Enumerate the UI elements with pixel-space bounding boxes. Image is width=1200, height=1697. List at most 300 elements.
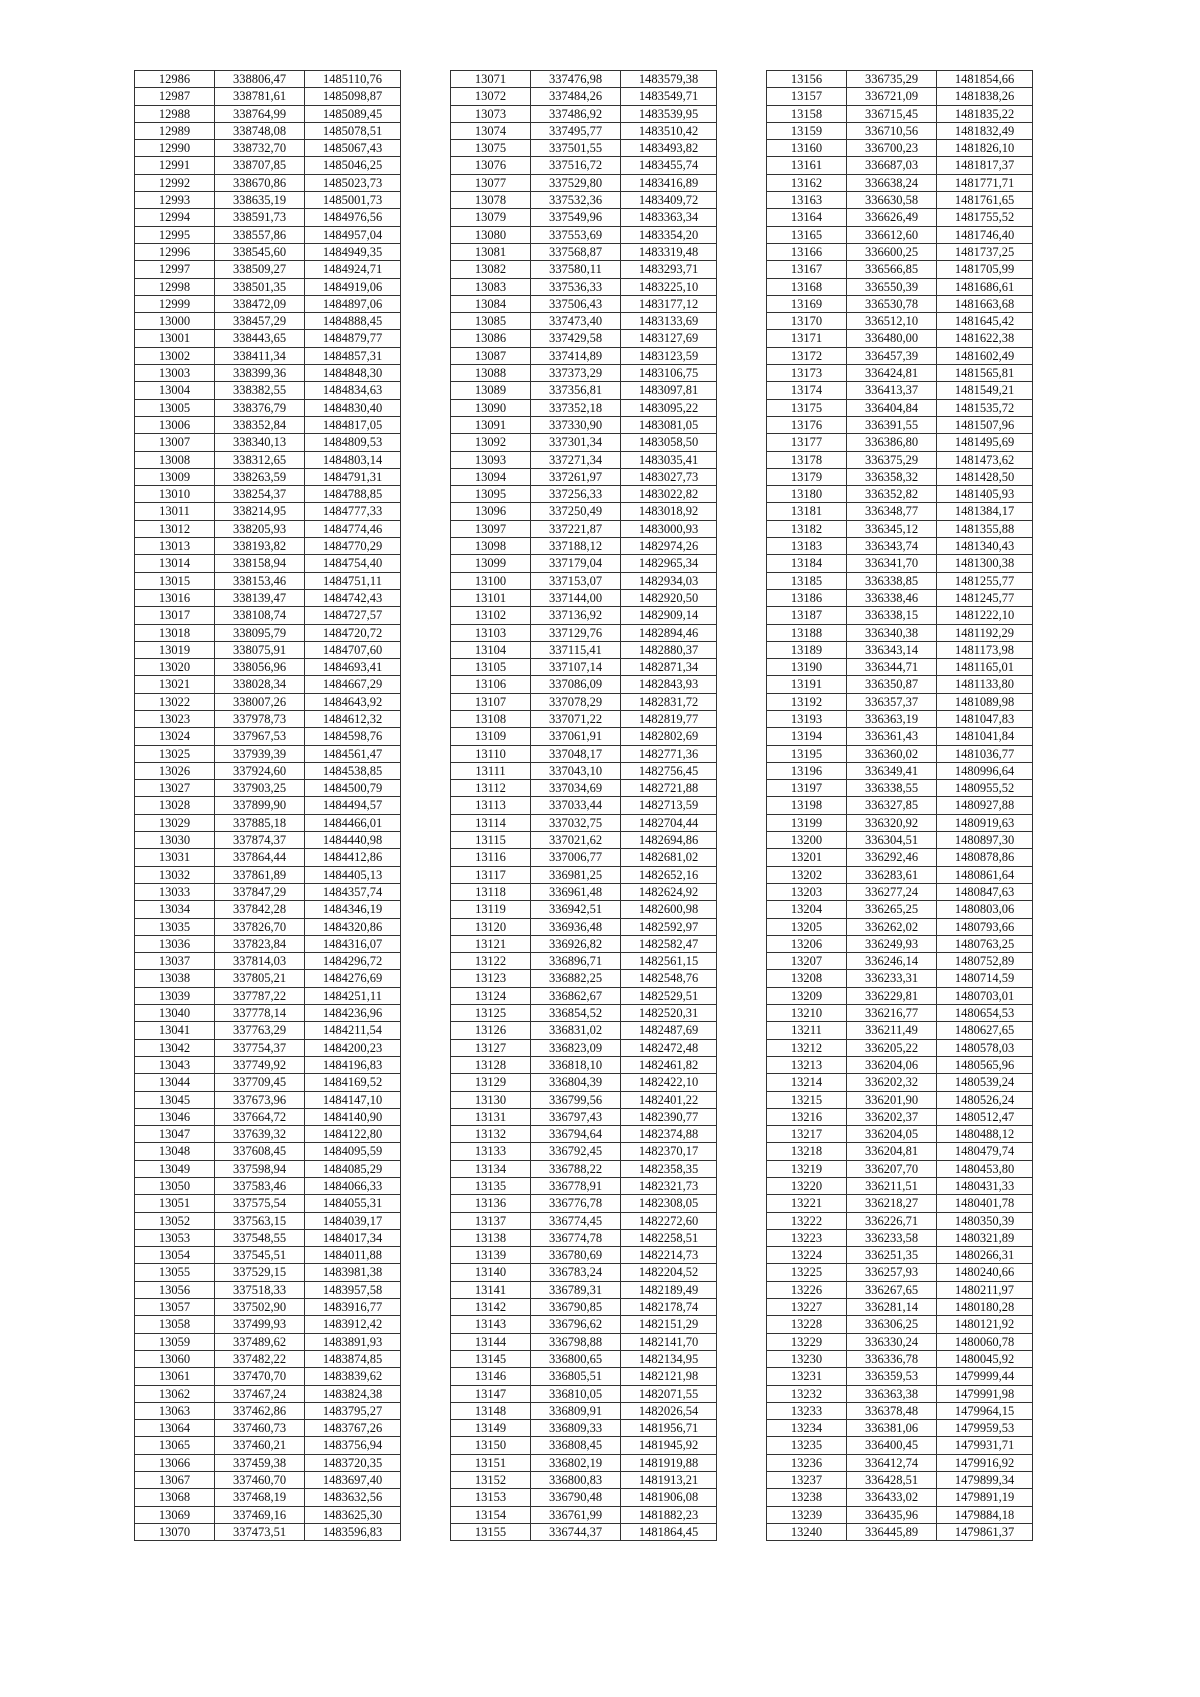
table-row bbox=[135, 1074, 401, 1091]
x-coordinate-cell: 336306,25 bbox=[847, 1316, 937, 1333]
y-coordinate-cell: 1484830,40 bbox=[305, 399, 401, 416]
table-row bbox=[767, 953, 1033, 970]
point-number-cell: 12996 bbox=[135, 243, 215, 260]
table-row bbox=[767, 1523, 1033, 1540]
table-row bbox=[451, 295, 717, 312]
point-number-cell: 13130 bbox=[451, 1091, 531, 1108]
point-number-cell: 13059 bbox=[135, 1333, 215, 1350]
point-number-cell: 13018 bbox=[135, 624, 215, 641]
table-row bbox=[135, 1091, 401, 1108]
x-coordinate-cell: 337778,14 bbox=[215, 1005, 305, 1022]
point-number-cell: 13062 bbox=[135, 1385, 215, 1402]
table-row bbox=[135, 1056, 401, 1073]
table-row bbox=[767, 1472, 1033, 1489]
point-number-cell: 13217 bbox=[767, 1126, 847, 1143]
table-row bbox=[135, 970, 401, 987]
y-coordinate-cell: 1483957,58 bbox=[305, 1281, 401, 1298]
x-coordinate-cell: 336776,78 bbox=[531, 1195, 621, 1212]
table-row bbox=[451, 1039, 717, 1056]
table-row bbox=[135, 140, 401, 157]
x-coordinate-cell: 338732,70 bbox=[215, 140, 305, 157]
table-row bbox=[767, 901, 1033, 918]
table-row bbox=[767, 676, 1033, 693]
x-coordinate-cell: 337086,09 bbox=[531, 676, 621, 693]
x-coordinate-cell: 336798,88 bbox=[531, 1333, 621, 1350]
y-coordinate-cell: 1481495,69 bbox=[937, 434, 1033, 451]
point-number-cell: 13152 bbox=[451, 1472, 531, 1489]
y-coordinate-cell: 1484777,33 bbox=[305, 503, 401, 520]
y-coordinate-cell: 1482843,93 bbox=[621, 676, 717, 693]
point-number-cell: 13118 bbox=[451, 883, 531, 900]
table-row bbox=[135, 883, 401, 900]
y-coordinate-cell: 1484924,71 bbox=[305, 261, 401, 278]
point-number-cell: 13211 bbox=[767, 1022, 847, 1039]
point-number-cell: 13147 bbox=[451, 1385, 531, 1402]
y-coordinate-cell: 1483795,27 bbox=[305, 1402, 401, 1419]
point-number-cell: 13155 bbox=[451, 1523, 531, 1540]
table-row bbox=[767, 728, 1033, 745]
table-row bbox=[451, 762, 717, 779]
table-row bbox=[451, 1420, 717, 1437]
y-coordinate-cell: 1482178,74 bbox=[621, 1299, 717, 1316]
table-row bbox=[135, 659, 401, 676]
table-row bbox=[135, 1316, 401, 1333]
point-number-cell: 13007 bbox=[135, 434, 215, 451]
table-row bbox=[451, 174, 717, 191]
table-row bbox=[135, 503, 401, 520]
point-number-cell: 13060 bbox=[135, 1350, 215, 1367]
point-number-cell: 13222 bbox=[767, 1212, 847, 1229]
point-number-cell: 13198 bbox=[767, 797, 847, 814]
table-row bbox=[451, 728, 717, 745]
point-number-cell: 13041 bbox=[135, 1022, 215, 1039]
point-number-cell: 13239 bbox=[767, 1506, 847, 1523]
table-row bbox=[767, 572, 1033, 589]
x-coordinate-cell: 337256,33 bbox=[531, 486, 621, 503]
table-row bbox=[135, 1143, 401, 1160]
y-coordinate-cell: 1481761,65 bbox=[937, 192, 1033, 209]
point-number-cell: 12997 bbox=[135, 261, 215, 278]
y-coordinate-cell: 1481838,26 bbox=[937, 88, 1033, 105]
y-coordinate-cell: 1479916,92 bbox=[937, 1454, 1033, 1471]
table-row bbox=[135, 693, 401, 710]
coordinate-table-1 bbox=[134, 70, 401, 1541]
point-number-cell: 13180 bbox=[767, 486, 847, 503]
y-coordinate-cell: 1484494,57 bbox=[305, 797, 401, 814]
table-row bbox=[135, 1212, 401, 1229]
x-coordinate-cell: 336216,77 bbox=[847, 1005, 937, 1022]
point-number-cell: 13223 bbox=[767, 1229, 847, 1246]
point-number-cell: 13151 bbox=[451, 1454, 531, 1471]
x-coordinate-cell: 337153,07 bbox=[531, 572, 621, 589]
y-coordinate-cell: 1482974,26 bbox=[621, 538, 717, 555]
x-coordinate-cell: 337899,90 bbox=[215, 797, 305, 814]
point-number-cell: 13231 bbox=[767, 1368, 847, 1385]
x-coordinate-cell: 336233,58 bbox=[847, 1229, 937, 1246]
table-row bbox=[451, 1108, 717, 1125]
y-coordinate-cell: 1483225,10 bbox=[621, 278, 717, 295]
table-row bbox=[135, 953, 401, 970]
point-number-cell: 13199 bbox=[767, 814, 847, 831]
y-coordinate-cell: 1484809,53 bbox=[305, 434, 401, 451]
table-row bbox=[135, 330, 401, 347]
point-number-cell: 13063 bbox=[135, 1402, 215, 1419]
y-coordinate-cell: 1484122,80 bbox=[305, 1126, 401, 1143]
x-coordinate-cell: 336445,89 bbox=[847, 1523, 937, 1540]
y-coordinate-cell: 1481622,38 bbox=[937, 330, 1033, 347]
table-row bbox=[767, 918, 1033, 935]
x-coordinate-cell: 336774,45 bbox=[531, 1212, 621, 1229]
table-row bbox=[451, 1454, 717, 1471]
point-number-cell: 13224 bbox=[767, 1247, 847, 1264]
table-row bbox=[451, 382, 717, 399]
y-coordinate-cell: 1481165,01 bbox=[937, 659, 1033, 676]
table-row bbox=[135, 1005, 401, 1022]
x-coordinate-cell: 337709,45 bbox=[215, 1074, 305, 1091]
x-coordinate-cell: 336735,29 bbox=[847, 71, 937, 88]
table-row bbox=[767, 1316, 1033, 1333]
table-row bbox=[135, 607, 401, 624]
point-number-cell: 13082 bbox=[451, 261, 531, 278]
point-number-cell: 13201 bbox=[767, 849, 847, 866]
point-number-cell: 13189 bbox=[767, 641, 847, 658]
x-coordinate-cell: 336359,53 bbox=[847, 1368, 937, 1385]
table-row bbox=[135, 1489, 401, 1506]
x-coordinate-cell: 337221,87 bbox=[531, 520, 621, 537]
y-coordinate-cell: 1479931,71 bbox=[937, 1437, 1033, 1454]
point-number-cell: 13138 bbox=[451, 1229, 531, 1246]
x-coordinate-cell: 336404,84 bbox=[847, 399, 937, 416]
point-number-cell: 13215 bbox=[767, 1091, 847, 1108]
table-row bbox=[767, 710, 1033, 727]
table-row bbox=[767, 105, 1033, 122]
point-number-cell: 13220 bbox=[767, 1178, 847, 1195]
x-coordinate-cell: 336926,82 bbox=[531, 935, 621, 952]
x-coordinate-cell: 338056,96 bbox=[215, 659, 305, 676]
table-row bbox=[135, 295, 401, 312]
y-coordinate-cell: 1482582,47 bbox=[621, 935, 717, 952]
table-row bbox=[135, 226, 401, 243]
table-row bbox=[767, 1402, 1033, 1419]
table-row bbox=[451, 209, 717, 226]
x-coordinate-cell: 336201,90 bbox=[847, 1091, 937, 1108]
point-number-cell: 13087 bbox=[451, 347, 531, 364]
x-coordinate-cell: 338007,26 bbox=[215, 693, 305, 710]
x-coordinate-cell: 337874,37 bbox=[215, 832, 305, 849]
point-number-cell: 13181 bbox=[767, 503, 847, 520]
table-row bbox=[767, 866, 1033, 883]
x-coordinate-cell: 338214,95 bbox=[215, 503, 305, 520]
point-number-cell: 13226 bbox=[767, 1281, 847, 1298]
table-row bbox=[451, 1506, 717, 1523]
point-number-cell: 12998 bbox=[135, 278, 215, 295]
y-coordinate-cell: 1481300,38 bbox=[937, 555, 1033, 572]
point-number-cell: 13139 bbox=[451, 1247, 531, 1264]
y-coordinate-cell: 1482681,02 bbox=[621, 849, 717, 866]
table-row bbox=[767, 1108, 1033, 1125]
x-coordinate-cell: 337553,69 bbox=[531, 226, 621, 243]
table-row bbox=[135, 832, 401, 849]
point-number-cell: 13163 bbox=[767, 192, 847, 209]
x-coordinate-cell: 336344,71 bbox=[847, 659, 937, 676]
y-coordinate-cell: 1484011,88 bbox=[305, 1247, 401, 1264]
y-coordinate-cell: 1484957,04 bbox=[305, 226, 401, 243]
table-row bbox=[451, 970, 717, 987]
x-coordinate-cell: 336797,43 bbox=[531, 1108, 621, 1125]
table-row bbox=[767, 140, 1033, 157]
point-number-cell: 13058 bbox=[135, 1316, 215, 1333]
point-number-cell: 13079 bbox=[451, 209, 531, 226]
x-coordinate-cell: 337489,62 bbox=[215, 1333, 305, 1350]
x-coordinate-cell: 336378,48 bbox=[847, 1402, 937, 1419]
x-coordinate-cell: 337473,51 bbox=[215, 1523, 305, 1540]
table-row bbox=[135, 192, 401, 209]
x-coordinate-cell: 337516,72 bbox=[531, 157, 621, 174]
table-row bbox=[451, 243, 717, 260]
point-number-cell: 13024 bbox=[135, 728, 215, 745]
table-row bbox=[767, 313, 1033, 330]
x-coordinate-cell: 337460,73 bbox=[215, 1420, 305, 1437]
point-number-cell: 13127 bbox=[451, 1039, 531, 1056]
x-coordinate-cell: 336896,71 bbox=[531, 953, 621, 970]
x-coordinate-cell: 337885,18 bbox=[215, 814, 305, 831]
y-coordinate-cell: 1482141,70 bbox=[621, 1333, 717, 1350]
point-number-cell: 13093 bbox=[451, 451, 531, 468]
table-row bbox=[451, 122, 717, 139]
x-coordinate-cell: 336687,03 bbox=[847, 157, 937, 174]
point-number-cell: 13158 bbox=[767, 105, 847, 122]
table-row bbox=[135, 987, 401, 1004]
table-row bbox=[135, 849, 401, 866]
table-row bbox=[135, 572, 401, 589]
y-coordinate-cell: 1484834,63 bbox=[305, 382, 401, 399]
table-row bbox=[451, 1281, 717, 1298]
point-number-cell: 13106 bbox=[451, 676, 531, 693]
point-number-cell: 13206 bbox=[767, 935, 847, 952]
point-number-cell: 13237 bbox=[767, 1472, 847, 1489]
table-row bbox=[451, 572, 717, 589]
table-row bbox=[767, 520, 1033, 537]
x-coordinate-cell: 336360,02 bbox=[847, 745, 937, 762]
table-row bbox=[451, 1402, 717, 1419]
point-number-cell: 13013 bbox=[135, 538, 215, 555]
table-row bbox=[451, 1299, 717, 1316]
x-coordinate-cell: 336391,55 bbox=[847, 416, 937, 433]
x-coordinate-cell: 336981,25 bbox=[531, 866, 621, 883]
table-row bbox=[767, 1506, 1033, 1523]
y-coordinate-cell: 1480627,65 bbox=[937, 1022, 1033, 1039]
point-number-cell: 13096 bbox=[451, 503, 531, 520]
table-row bbox=[451, 1160, 717, 1177]
y-coordinate-cell: 1482422,10 bbox=[621, 1074, 717, 1091]
table-row bbox=[767, 468, 1033, 485]
x-coordinate-cell: 336788,22 bbox=[531, 1160, 621, 1177]
point-number-cell: 13035 bbox=[135, 918, 215, 935]
point-number-cell: 13154 bbox=[451, 1506, 531, 1523]
table-row bbox=[451, 918, 717, 935]
table-row bbox=[451, 1523, 717, 1540]
x-coordinate-cell: 337826,70 bbox=[215, 918, 305, 935]
x-coordinate-cell: 337549,96 bbox=[531, 209, 621, 226]
x-coordinate-cell: 336831,02 bbox=[531, 1022, 621, 1039]
table-row bbox=[451, 347, 717, 364]
y-coordinate-cell: 1484897,06 bbox=[305, 295, 401, 312]
point-number-cell: 13187 bbox=[767, 607, 847, 624]
point-number-cell: 13136 bbox=[451, 1195, 531, 1212]
point-number-cell: 13128 bbox=[451, 1056, 531, 1073]
point-number-cell: 13212 bbox=[767, 1039, 847, 1056]
y-coordinate-cell: 1480488,12 bbox=[937, 1126, 1033, 1143]
x-coordinate-cell: 337967,53 bbox=[215, 728, 305, 745]
table-row bbox=[767, 192, 1033, 209]
point-number-cell: 13178 bbox=[767, 451, 847, 468]
table-row bbox=[135, 1299, 401, 1316]
point-number-cell: 13133 bbox=[451, 1143, 531, 1160]
point-number-cell: 13164 bbox=[767, 209, 847, 226]
point-number-cell: 13204 bbox=[767, 901, 847, 918]
table-row bbox=[767, 935, 1033, 952]
y-coordinate-cell: 1481602,49 bbox=[937, 347, 1033, 364]
y-coordinate-cell: 1481832,49 bbox=[937, 122, 1033, 139]
table-row bbox=[135, 1472, 401, 1489]
point-number-cell: 13150 bbox=[451, 1437, 531, 1454]
x-coordinate-cell: 338352,84 bbox=[215, 416, 305, 433]
x-coordinate-cell: 336794,64 bbox=[531, 1126, 621, 1143]
point-number-cell: 13044 bbox=[135, 1074, 215, 1091]
y-coordinate-cell: 1481384,17 bbox=[937, 503, 1033, 520]
point-number-cell: 13069 bbox=[135, 1506, 215, 1523]
x-coordinate-cell: 336226,71 bbox=[847, 1212, 937, 1229]
y-coordinate-cell: 1481919,88 bbox=[621, 1454, 717, 1471]
x-coordinate-cell: 337502,90 bbox=[215, 1299, 305, 1316]
point-number-cell: 13066 bbox=[135, 1454, 215, 1471]
table-row bbox=[135, 624, 401, 641]
x-coordinate-cell: 338095,79 bbox=[215, 624, 305, 641]
point-number-cell: 13116 bbox=[451, 849, 531, 866]
table-row bbox=[135, 1126, 401, 1143]
table-row bbox=[767, 243, 1033, 260]
table-row bbox=[451, 399, 717, 416]
point-number-cell: 13010 bbox=[135, 486, 215, 503]
y-coordinate-cell: 1481340,43 bbox=[937, 538, 1033, 555]
point-number-cell: 13209 bbox=[767, 987, 847, 1004]
y-coordinate-cell: 1480266,31 bbox=[937, 1247, 1033, 1264]
x-coordinate-cell: 336204,06 bbox=[847, 1056, 937, 1073]
point-number-cell: 13168 bbox=[767, 278, 847, 295]
point-number-cell: 13110 bbox=[451, 745, 531, 762]
x-coordinate-cell: 337414,89 bbox=[531, 347, 621, 364]
y-coordinate-cell: 1483081,05 bbox=[621, 416, 717, 433]
y-coordinate-cell: 1481956,71 bbox=[621, 1420, 717, 1437]
table-row bbox=[451, 1316, 717, 1333]
point-number-cell: 13022 bbox=[135, 693, 215, 710]
x-coordinate-cell: 337842,28 bbox=[215, 901, 305, 918]
table-row bbox=[135, 780, 401, 797]
x-coordinate-cell: 337482,22 bbox=[215, 1350, 305, 1367]
x-coordinate-cell: 336246,14 bbox=[847, 953, 937, 970]
x-coordinate-cell: 337495,77 bbox=[531, 122, 621, 139]
table-row bbox=[767, 555, 1033, 572]
x-coordinate-cell: 338340,13 bbox=[215, 434, 305, 451]
y-coordinate-cell: 1484667,29 bbox=[305, 676, 401, 693]
y-coordinate-cell: 1481686,61 bbox=[937, 278, 1033, 295]
table-row bbox=[451, 1074, 717, 1091]
y-coordinate-cell: 1484276,69 bbox=[305, 970, 401, 987]
y-coordinate-cell: 1481192,29 bbox=[937, 624, 1033, 641]
table-row bbox=[135, 1160, 401, 1177]
y-coordinate-cell: 1481173,98 bbox=[937, 641, 1033, 658]
point-number-cell: 13030 bbox=[135, 832, 215, 849]
table-row bbox=[135, 641, 401, 658]
y-coordinate-cell: 1480793,66 bbox=[937, 918, 1033, 935]
table-row bbox=[135, 243, 401, 260]
point-number-cell: 13064 bbox=[135, 1420, 215, 1437]
point-number-cell: 13102 bbox=[451, 607, 531, 624]
table-row bbox=[135, 399, 401, 416]
point-number-cell: 13001 bbox=[135, 330, 215, 347]
y-coordinate-cell: 1482487,69 bbox=[621, 1022, 717, 1039]
point-number-cell: 13113 bbox=[451, 797, 531, 814]
table-row bbox=[767, 1299, 1033, 1316]
x-coordinate-cell: 338205,93 bbox=[215, 520, 305, 537]
point-number-cell: 13167 bbox=[767, 261, 847, 278]
point-number-cell: 13176 bbox=[767, 416, 847, 433]
table-row bbox=[135, 105, 401, 122]
table-row bbox=[451, 451, 717, 468]
table-row bbox=[767, 1333, 1033, 1350]
x-coordinate-cell: 338139,47 bbox=[215, 589, 305, 606]
point-number-cell: 13103 bbox=[451, 624, 531, 641]
y-coordinate-cell: 1483095,22 bbox=[621, 399, 717, 416]
point-number-cell: 13190 bbox=[767, 659, 847, 676]
table-row bbox=[451, 365, 717, 382]
point-number-cell: 13104 bbox=[451, 641, 531, 658]
point-number-cell: 13192 bbox=[767, 693, 847, 710]
x-coordinate-cell: 337486,92 bbox=[531, 105, 621, 122]
x-coordinate-cell: 337061,91 bbox=[531, 728, 621, 745]
y-coordinate-cell: 1483756,94 bbox=[305, 1437, 401, 1454]
x-coordinate-cell: 338075,91 bbox=[215, 641, 305, 658]
x-coordinate-cell: 338028,34 bbox=[215, 676, 305, 693]
y-coordinate-cell: 1482831,72 bbox=[621, 693, 717, 710]
y-coordinate-cell: 1484803,14 bbox=[305, 451, 401, 468]
point-number-cell: 13111 bbox=[451, 762, 531, 779]
point-number-cell: 13081 bbox=[451, 243, 531, 260]
x-coordinate-cell: 336626,49 bbox=[847, 209, 937, 226]
y-coordinate-cell: 1480045,92 bbox=[937, 1350, 1033, 1367]
x-coordinate-cell: 336338,85 bbox=[847, 572, 937, 589]
point-number-cell: 13097 bbox=[451, 520, 531, 537]
x-coordinate-cell: 338312,65 bbox=[215, 451, 305, 468]
x-coordinate-cell: 337144,00 bbox=[531, 589, 621, 606]
point-number-cell: 13179 bbox=[767, 468, 847, 485]
x-coordinate-cell: 336386,80 bbox=[847, 434, 937, 451]
x-coordinate-cell: 337529,15 bbox=[215, 1264, 305, 1281]
table-row bbox=[767, 1160, 1033, 1177]
y-coordinate-cell: 1484538,85 bbox=[305, 762, 401, 779]
table-row bbox=[451, 520, 717, 537]
point-number-cell: 13025 bbox=[135, 745, 215, 762]
y-coordinate-cell: 1480919,63 bbox=[937, 814, 1033, 831]
x-coordinate-cell: 337939,39 bbox=[215, 745, 305, 762]
y-coordinate-cell: 1482920,50 bbox=[621, 589, 717, 606]
point-number-cell: 13073 bbox=[451, 105, 531, 122]
x-coordinate-cell: 337330,90 bbox=[531, 416, 621, 433]
y-coordinate-cell: 1480996,64 bbox=[937, 762, 1033, 779]
point-number-cell: 13240 bbox=[767, 1523, 847, 1540]
point-number-cell: 13009 bbox=[135, 468, 215, 485]
point-number-cell: 13028 bbox=[135, 797, 215, 814]
